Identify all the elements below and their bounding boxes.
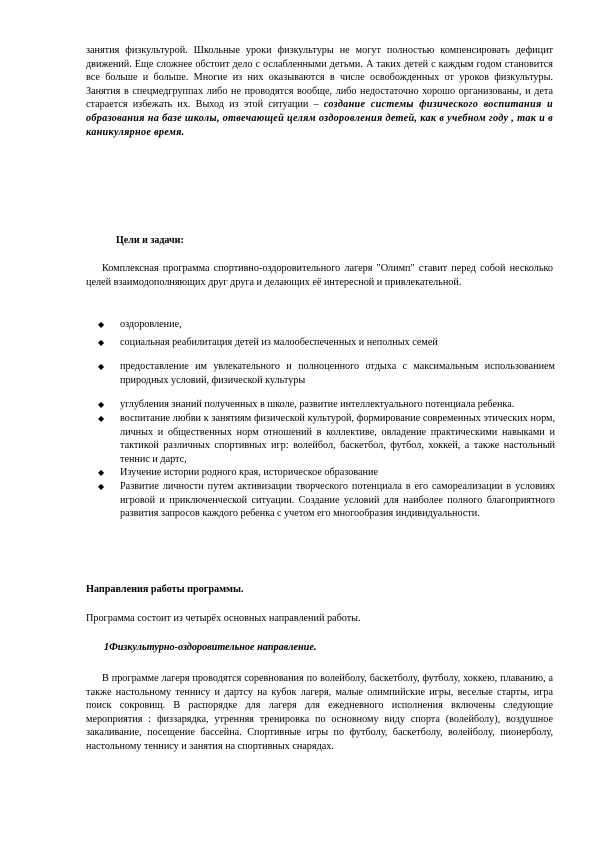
bullet-icon: ◆ [98, 413, 105, 423]
bullet-icon: ◆ [98, 481, 105, 491]
goals-heading: Цели и задачи: [116, 235, 184, 246]
bullet-icon: ◆ [98, 400, 105, 410]
goal-item [98, 480, 555, 521]
goal-text: Развитие личности путем активизации творческого потенциала в его самореализации в условиях игровой и приключенческой ситуации. Создание условий для наиболее полного благоприятного развития запросов каждого ребенка с учетом его многообразия индивидуальности. [120, 480, 555, 520]
bullet-icon: ◆ [98, 320, 105, 329]
intro-paragraph [86, 44, 553, 139]
goal-item [98, 466, 555, 480]
directions-heading: Направления работы программы. [86, 584, 244, 595]
intro-emphasis: создание системы физического воспитания и образования на базе школы, отвечающей целям оздоровления детей, как в учебном году , так и в каникулярное время. [86, 99, 553, 138]
goal-item [98, 412, 555, 466]
goal-text: воспитание любви к занятиям физической культурой, формирование современных этических норм, личных и общественных норм отношений в коллективе, овладение практическими навыками и тактикой различных спортивных игр: волейбол, баскетбол, футбол, хоккей, а также настольный теннис и дартс, [120, 412, 555, 465]
goals-intro-paragraph: Комплексная программа спортивно-оздоровительного лагеря "Олимп" ставит перед собой несколько целей взаимодополняющих друг друга и делающих её интересной и привлекательной. [86, 263, 553, 288]
goal-item [98, 336, 555, 350]
goal-text: углубления знаний полученных в школе, развитие интеллектуального потенциала ребенка. [120, 399, 515, 411]
intro-text: занятия физкультурой. Школьные уроки физкультуры не могут полностью компенсировать дефицит движений. Еще сложнее обстоит дело с ослабленными детьми. А таких детей с каждым годом становится все больше и больше. Многие из них оказываются в числе освобожденных от уроков физкультуры. Занятия в спецмедгруппах либо не проводятся вообще, либо недостаточно хорошо организованы, и дета старается избежать их. Выход из этой ситуации – [86, 45, 553, 111]
goals-list [98, 318, 555, 521]
goal-text: Изучение истории родного края, историческое образование [120, 467, 378, 479]
goal-text: оздоровление, [120, 319, 182, 330]
section1-body: В программе лагеря проводятся соревнования по волейболу, баскетболу, футболу, хоккею, плаванию, а также настольному теннису и дартсу на кубок лагеря, малые олимпийские игры, веселые старты, игра поиск сокровищ. В распорядке для лагеря для ежедневного исполнения включены следующие мероприятия : физзарядка, утренняя тренировка по основному виду спорта (волейболу), воздушное закаливание, посещение бассейна. Спортивные игры по футболу, баскетболу, волейболу, пионерболу, настольному теннису и занятия на спортивных снарядах. [86, 673, 553, 752]
directions-intro: Программа состоит из четырёх основных направлений работы. [86, 613, 361, 624]
bullet-icon: ◆ [98, 362, 105, 372]
section1-title: 1Физкультурно-оздоровительное направление. [104, 642, 317, 653]
goal-item [98, 360, 555, 387]
goal-item [98, 398, 555, 412]
goal-text: социальная реабилитация детей из малообеспеченных и неполных семей [120, 336, 438, 348]
goal-item [98, 318, 555, 332]
goal-text: предоставление им увлекательного и полноценного отдыха с максимальным использованием природных условий, физической культуры [120, 361, 555, 386]
bullet-icon: ◆ [98, 468, 105, 478]
bullet-icon: ◆ [98, 337, 105, 347]
